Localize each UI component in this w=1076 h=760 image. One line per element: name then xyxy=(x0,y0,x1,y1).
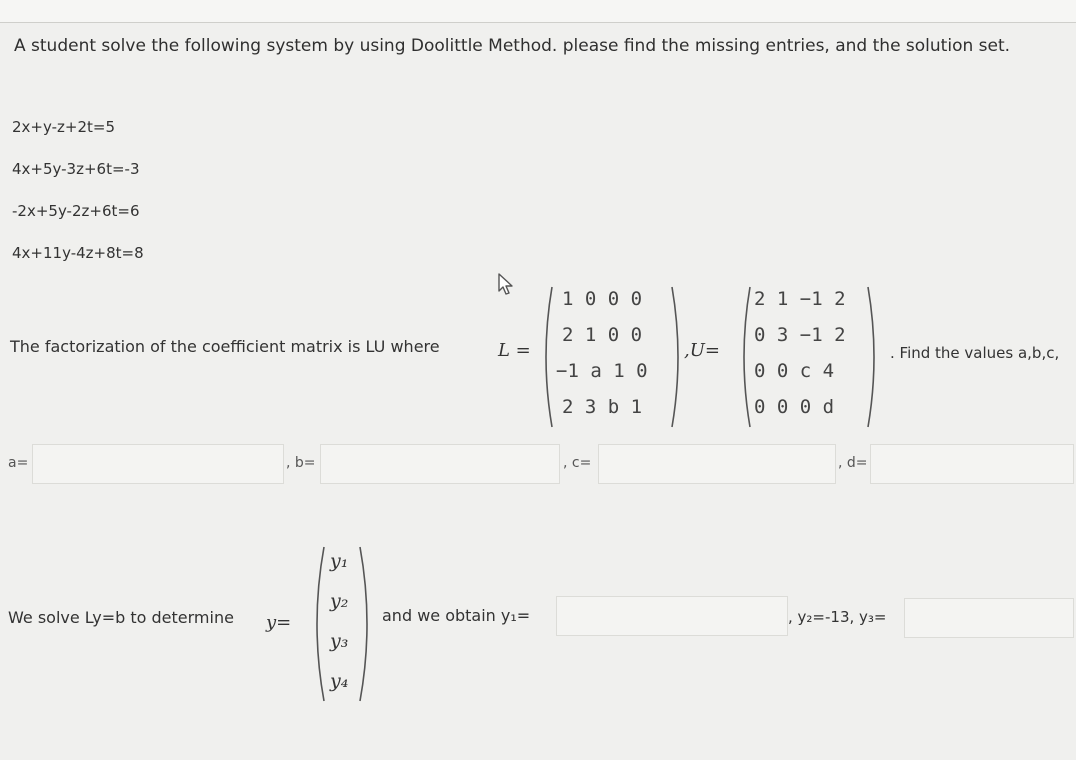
U-right-paren xyxy=(864,284,884,430)
L-row-1: 1 0 0 0 xyxy=(562,288,643,310)
factorization-text: The factorization of the coefficient matrix is LU where xyxy=(10,337,440,356)
y-label: y= xyxy=(266,612,292,633)
y2-y3-text: , y₂=-13, y₃= xyxy=(788,608,887,626)
y4-entry: y₄ xyxy=(330,670,349,692)
a-label: a= xyxy=(8,455,29,471)
solve-text: We solve Ly=b to determine xyxy=(8,608,234,627)
U-row-4: 0 0 0 d xyxy=(754,396,835,418)
L-row-3: −1 a 1 0 xyxy=(556,360,648,382)
equation-1: 2x+y-z+2t=5 xyxy=(12,118,115,136)
U-row-2: 0 3 −1 2 xyxy=(754,324,846,346)
c-input[interactable] xyxy=(598,444,836,484)
b-input[interactable] xyxy=(320,444,560,484)
y1-input[interactable] xyxy=(556,596,788,636)
U-left-paren xyxy=(734,284,754,430)
equation-3: -2x+5y-2z+6t=6 xyxy=(12,202,140,220)
L-row-4: 2 3 b 1 xyxy=(562,396,643,418)
U-label: ,U= xyxy=(684,340,720,361)
a-input[interactable] xyxy=(32,444,284,484)
y1-entry: y₁ xyxy=(330,550,349,572)
d-label: , d= xyxy=(838,455,868,471)
y2-entry: y₂ xyxy=(330,590,349,612)
cursor-icon xyxy=(496,272,518,296)
L-row-2: 2 1 0 0 xyxy=(562,324,643,346)
find-values-text: . Find the values a,b,c, xyxy=(890,344,1060,362)
y3-entry: y₃ xyxy=(330,630,349,652)
L-label: L = xyxy=(498,340,531,361)
d-input[interactable] xyxy=(870,444,1074,484)
U-row-3: 0 0 c 4 xyxy=(754,360,835,382)
U-row-1: 2 1 −1 2 xyxy=(754,288,846,310)
y-right-paren xyxy=(356,544,378,704)
top-divider xyxy=(0,0,1076,23)
L-left-paren xyxy=(536,284,556,430)
y-left-paren xyxy=(306,544,328,704)
y3-input[interactable] xyxy=(904,598,1074,638)
c-label: , c= xyxy=(563,455,592,471)
obtain-text: and we obtain y₁= xyxy=(382,606,531,625)
problem-title: A student solve the following system by using Doolittle Method. please find the missing entries, and the solution set. xyxy=(14,36,1011,56)
equation-4: 4x+11y-4z+8t=8 xyxy=(12,244,144,262)
equation-2: 4x+5y-3z+6t=-3 xyxy=(12,160,140,178)
b-label: , b= xyxy=(286,455,316,471)
